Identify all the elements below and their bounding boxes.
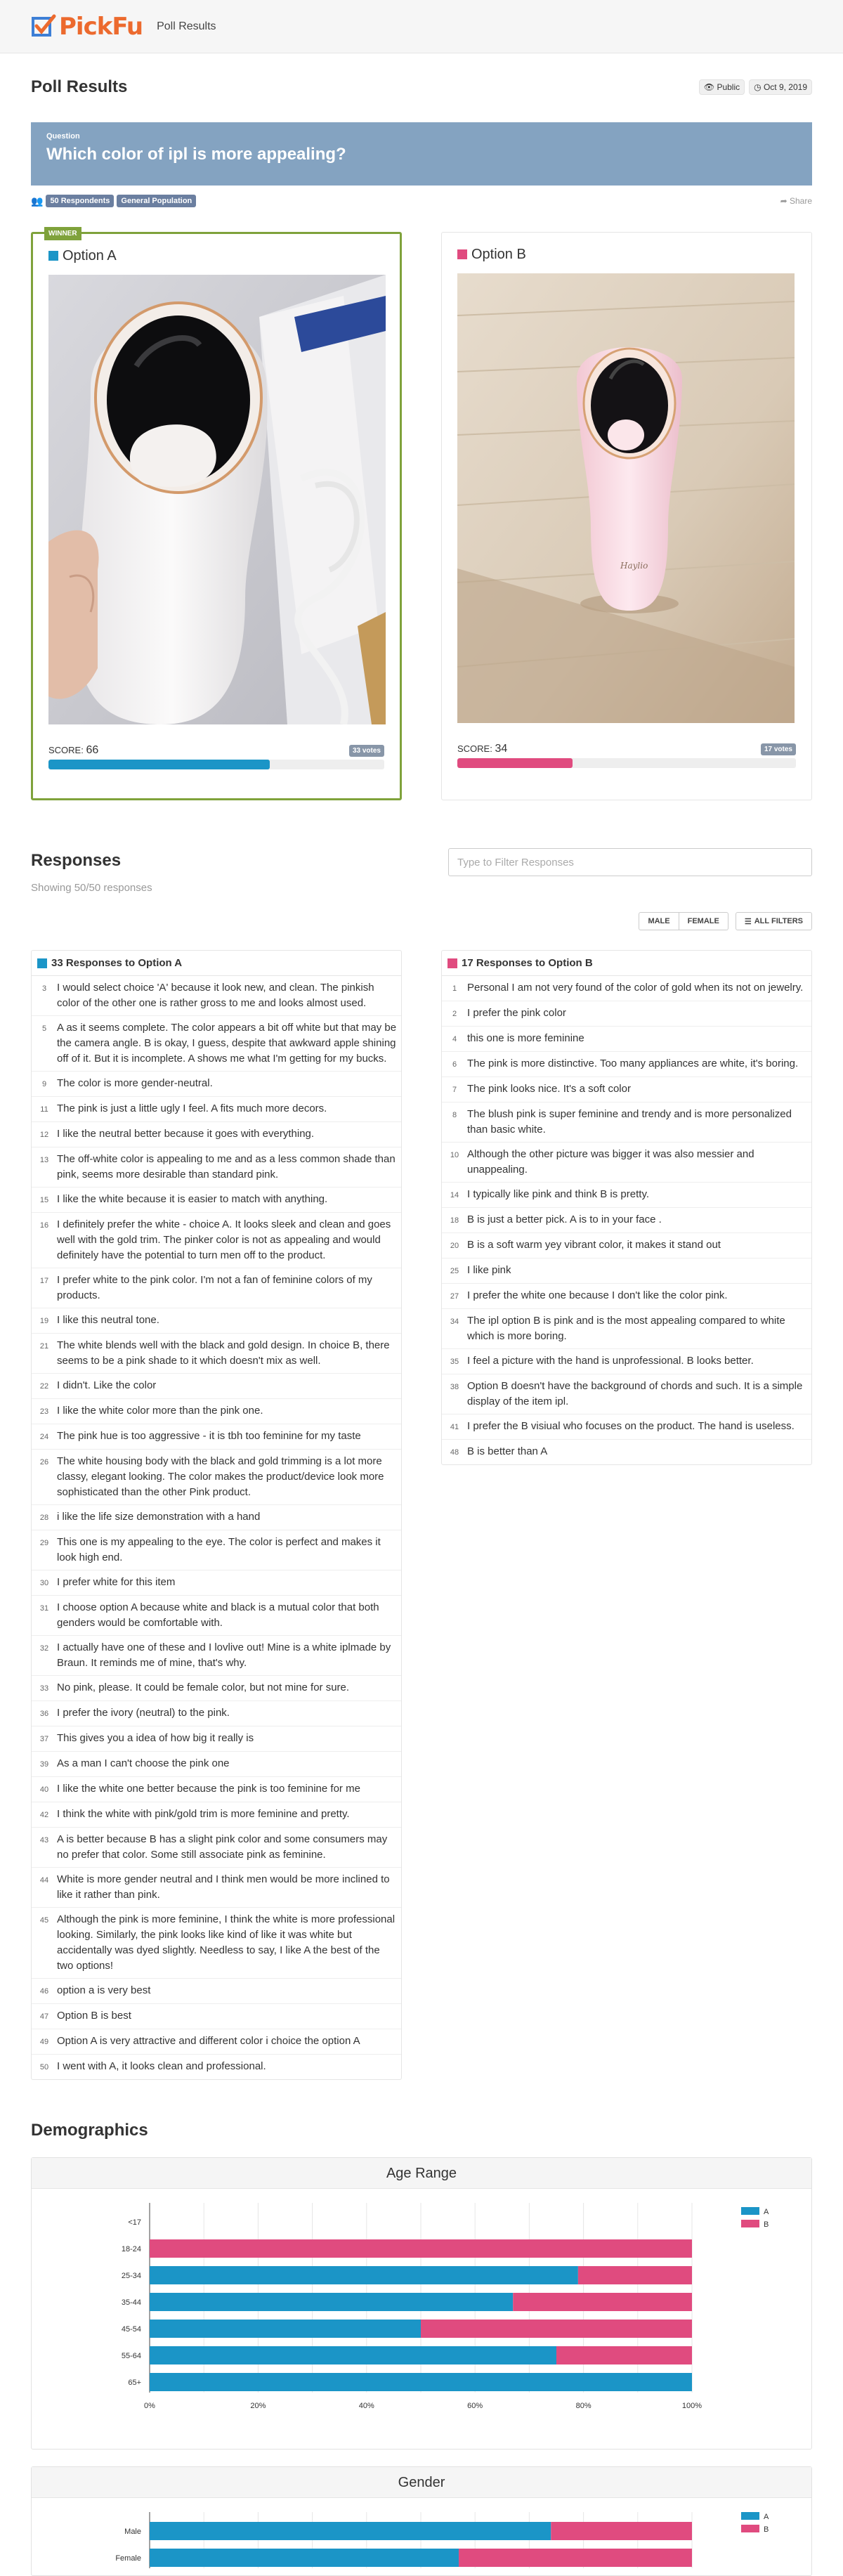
option-a-responses-header: 33 Responses to Option A <box>51 957 183 969</box>
response-number: 31 <box>39 1604 49 1613</box>
female-filter-button[interactable]: FEMALE <box>679 912 728 930</box>
response-text: A as it seems complete. The color appears a bit off white but that may be the camera angle. B is okay, I guess, despite that awkward apple shining off of it. But it is incomplete. A shows me what I'm getting for my bucks. <box>57 1022 397 1065</box>
response-item <box>32 1334 401 1374</box>
question-text: Which color of ipl is more appealing? <box>46 145 346 164</box>
response-text: Option A is very attractive and different color i choice the option A <box>57 2035 360 2047</box>
response-item <box>32 976 401 1016</box>
winner-badge: WINNER <box>44 227 81 240</box>
response-text: I went with A, it looks clean and professional. <box>57 2060 266 2072</box>
response-item <box>32 1676 401 1701</box>
response-item <box>442 1183 811 1208</box>
legend-label: A <box>764 2513 769 2521</box>
responses-count: Showing 50/50 responses <box>31 882 152 894</box>
filter-responses-input[interactable] <box>448 848 812 876</box>
bar-a <box>150 2373 692 2391</box>
response-text: i like the life size demonstration with a hand <box>57 1511 261 1523</box>
gender-chart <box>31 2466 812 2576</box>
category-label: 45-54 <box>121 2325 141 2334</box>
response-number: 41 <box>450 1423 459 1431</box>
top-bar <box>0 0 843 53</box>
x-tick-label: 0% <box>144 2402 155 2410</box>
chart-title: Gender <box>32 2467 811 2498</box>
option-a-responses <box>31 950 402 2080</box>
response-number: 30 <box>39 1579 49 1587</box>
option-b-title: Option B <box>471 246 526 262</box>
response-item <box>32 1636 401 1676</box>
date-badge <box>749 79 812 95</box>
response-number: 19 <box>39 1317 49 1325</box>
response-item <box>442 1258 811 1284</box>
response-item <box>32 1122 401 1147</box>
response-number: 37 <box>39 1735 49 1743</box>
bar-a <box>150 2522 551 2540</box>
response-number: 34 <box>450 1318 459 1326</box>
response-item <box>32 2055 401 2079</box>
response-text: I prefer the B visiual who focuses on the product. The hand is useless. <box>467 1420 795 1432</box>
response-text: I typically like pink and think B is pretty. <box>467 1188 649 1200</box>
response-text: I think the white with pink/gold trim is more feminine and pretty. <box>57 1808 350 1820</box>
response-text: Although the pink is more feminine, I think the white is more professional looking. Similarly, the pink looks like kind of like it was white but accidentally was dyed slightly. Needless to say, I like A the best of the two options! <box>57 1913 396 1972</box>
response-item <box>442 1001 811 1027</box>
response-text: Option B doesn't have the background of chords and such. It is a simple display of the item ipl. <box>467 1380 803 1407</box>
response-item <box>32 1505 401 1530</box>
response-text: No pink, please. It could be female color, but not mine for sure. <box>57 1681 350 1693</box>
all-filters-button[interactable] <box>736 912 812 930</box>
response-list-a <box>32 976 401 2079</box>
response-number: 44 <box>39 1876 49 1885</box>
option-b-votes-badge: 17 votes <box>761 743 796 755</box>
response-item <box>32 1979 401 2004</box>
response-text: A is better because B has a slight pink color and some consumers may no prefer that color. Some still associate pink as feminine. <box>57 1833 388 1861</box>
response-number: 49 <box>39 2038 49 2046</box>
pickfu-logo[interactable] <box>31 11 143 42</box>
response-text: option a is very best <box>57 1984 151 1996</box>
clock-icon: ◷ <box>754 82 762 92</box>
response-number: 45 <box>39 1916 49 1925</box>
section-title: Poll Results <box>157 20 216 32</box>
response-number: 15 <box>39 1196 49 1204</box>
category-label: 18-24 <box>121 2245 141 2253</box>
option-a-votes-badge: 33 votes <box>349 745 384 757</box>
response-number: 43 <box>39 1836 49 1845</box>
response-text: I prefer the pink color <box>467 1007 566 1019</box>
response-text: The off-white color is appealing to me and as a less common shade than pink, seems more desirable than standard pink. <box>57 1153 396 1180</box>
response-number: 14 <box>450 1191 459 1199</box>
x-tick-label: 80% <box>575 2402 592 2410</box>
category-label: Male <box>124 2528 141 2536</box>
response-number: 21 <box>39 1342 49 1351</box>
response-item <box>32 1374 401 1399</box>
response-item <box>442 1374 811 1414</box>
question-label: Question <box>46 132 80 141</box>
bar-b <box>556 2346 692 2364</box>
option-b-swatch <box>457 249 467 259</box>
response-text: The pink is more distinctive. Too many appliances are white, it's boring. <box>467 1058 799 1069</box>
response-item <box>442 1143 811 1183</box>
category-label: 25-34 <box>121 2272 141 2280</box>
legend-swatch <box>741 2525 759 2532</box>
option-b-score-bar <box>457 758 796 768</box>
response-item <box>442 1440 811 1464</box>
response-number: 4 <box>452 1035 457 1043</box>
response-text: I like the white one better because the pink is too feminine for me <box>57 1783 360 1795</box>
svg-text:Haylio: Haylio <box>620 561 648 571</box>
response-item <box>32 1399 401 1424</box>
legend-label: B <box>764 2525 769 2534</box>
category-label: 35-44 <box>121 2298 141 2307</box>
respondents-badge: 50 Respondents <box>46 195 114 207</box>
response-text: This gives you a idea of how big it really is <box>57 1732 254 1744</box>
response-number: 22 <box>39 1382 49 1391</box>
x-tick-label: 20% <box>250 2402 266 2410</box>
x-tick-label: 100% <box>681 2402 702 2410</box>
response-item <box>32 2004 401 2029</box>
response-number: 23 <box>39 1407 49 1416</box>
all-filters-label: ALL FILTERS <box>754 917 803 925</box>
response-item <box>442 1102 811 1143</box>
response-number: 27 <box>450 1292 459 1301</box>
response-text: Personal I am not very found of the color of gold when its not on jewelry. <box>467 982 804 994</box>
response-text: The ipl option B is pink and is the most appealing compared to white which is more boring. <box>467 1315 785 1342</box>
visibility-label: Public <box>717 82 740 92</box>
category-label: 65+ <box>128 2379 141 2387</box>
response-text: I didn't. Like the color <box>57 1379 157 1391</box>
response-number: 1 <box>452 984 457 993</box>
category-label: 55-64 <box>121 2352 141 2360</box>
response-item <box>32 1802 401 1828</box>
response-text: I prefer white to the pink color. I'm not a fan of feminine colors of my products. <box>57 1274 372 1301</box>
response-text: I like pink <box>467 1264 511 1276</box>
option-a-score <box>48 744 98 757</box>
legend-label: B <box>764 2220 769 2229</box>
response-item <box>32 1726 401 1752</box>
share-link[interactable] <box>780 196 812 206</box>
response-text: I like this neutral tone. <box>57 1314 159 1326</box>
response-text: The blush pink is super feminine and trendy and is more personalized than basic white. <box>467 1108 792 1136</box>
response-number: 28 <box>39 1514 49 1522</box>
response-text: I would select choice 'A' because it look new, and clean. The pinkish color of the other one is rather gross to me and looks almost used. <box>57 982 374 1009</box>
visibility-badge <box>699 79 745 95</box>
response-text: The white housing body with the black and gold trimming is a lot more classy, elegant looking. The color makes the product/device look more sophisticated than the other Pink product. <box>57 1455 384 1498</box>
response-number: 47 <box>39 2012 49 2021</box>
response-number: 11 <box>40 1105 48 1114</box>
response-item <box>442 1027 811 1052</box>
response-number: 50 <box>39 2063 49 2071</box>
response-item <box>32 1701 401 1726</box>
response-item <box>32 1016 401 1072</box>
response-number: 5 <box>41 1024 47 1033</box>
option-a-swatch <box>37 958 47 968</box>
response-number: 40 <box>39 1785 49 1794</box>
option-a-image[interactable] <box>48 275 386 724</box>
category-label: <17 <box>128 2218 141 2227</box>
response-number: 46 <box>39 1987 49 1996</box>
option-a-score-fill <box>48 760 270 769</box>
response-item <box>442 1077 811 1102</box>
option-a-card <box>31 232 402 800</box>
response-number: 33 <box>39 1684 49 1693</box>
response-text: Although the other picture was bigger it was also messier and unappealing. <box>467 1148 754 1176</box>
response-text: This one is my appealing to the eye. The color is perfect and makes it look high end. <box>57 1536 381 1563</box>
pink-ipl-photo <box>457 273 795 723</box>
response-number: 48 <box>450 1448 459 1457</box>
response-number: 17 <box>39 1277 49 1285</box>
page-title: Poll Results <box>31 77 128 96</box>
x-tick-label: 60% <box>467 2402 483 2410</box>
response-item <box>32 1777 401 1802</box>
response-number: 7 <box>452 1086 457 1094</box>
response-item <box>442 1052 811 1077</box>
response-text: B is just a better pick. A is to in your face . <box>467 1214 662 1225</box>
category-label: Female <box>115 2554 141 2563</box>
response-item <box>442 1233 811 1258</box>
response-number: 3 <box>41 984 47 993</box>
response-text: As a man I can't choose the pink one <box>57 1757 230 1769</box>
response-number: 12 <box>39 1131 49 1139</box>
share-label: Share <box>789 196 812 206</box>
bar-b <box>150 2239 692 2258</box>
x-tick-label: 40% <box>358 2402 374 2410</box>
response-number: 42 <box>39 1811 49 1819</box>
bar-b <box>551 2522 692 2540</box>
response-item <box>32 1596 401 1636</box>
sliders-icon: ☰ <box>744 917 752 926</box>
white-ipl-photo <box>48 275 386 724</box>
response-number: 20 <box>450 1242 459 1250</box>
option-b-responses-header: 17 Responses to Option B <box>462 957 593 969</box>
option-a-swatch <box>48 251 58 261</box>
response-number: 38 <box>450 1383 459 1391</box>
question-banner <box>31 122 812 186</box>
response-number: 8 <box>452 1111 457 1119</box>
option-b-score <box>457 743 507 755</box>
response-item <box>32 1213 401 1268</box>
bar-b <box>513 2293 692 2311</box>
response-text: I prefer white for this item <box>57 1576 176 1588</box>
response-item <box>32 1752 401 1777</box>
response-number: 24 <box>39 1433 49 1441</box>
response-text: I like the neutral better because it goes with everything. <box>57 1128 315 1140</box>
gender-chart-svg <box>32 2498 811 2575</box>
response-item <box>442 1284 811 1309</box>
bar-a <box>150 2346 556 2364</box>
response-item <box>32 1424 401 1450</box>
male-filter-button[interactable]: MALE <box>639 912 679 930</box>
response-item <box>442 1414 811 1440</box>
response-number: 18 <box>450 1216 459 1225</box>
response-text: I feel a picture with the hand is unprofessional. B looks better. <box>467 1355 754 1367</box>
demographics-title: Demographics <box>31 2121 148 2140</box>
bar-b <box>578 2266 692 2284</box>
response-text: The pink looks nice. It's a soft color <box>467 1083 631 1095</box>
response-number: 9 <box>41 1080 47 1088</box>
response-number: 6 <box>452 1060 457 1069</box>
logo-check-icon <box>31 14 56 39</box>
response-text: White is more gender neutral and I think men would be more inclined to like it rather than pink. <box>57 1873 390 1901</box>
population-badge: General Population <box>117 195 196 207</box>
option-b-swatch <box>447 958 457 968</box>
response-text: B is a soft warm yey vibrant color, it makes it stand out <box>467 1239 721 1251</box>
response-item <box>32 1097 401 1122</box>
response-item <box>32 1570 401 1596</box>
response-item <box>32 1147 401 1188</box>
response-item <box>442 976 811 1001</box>
legend-label: A <box>764 2208 769 2216</box>
bar-a <box>150 2293 513 2311</box>
legend-swatch <box>741 2512 759 2520</box>
response-number: 26 <box>39 1458 49 1466</box>
response-text: The color is more gender-neutral. <box>57 1077 213 1089</box>
response-text: The pink hue is too aggressive - it is tbh too feminine for my taste <box>57 1430 361 1442</box>
bar-a <box>150 2320 421 2338</box>
response-item <box>442 1349 811 1374</box>
response-item <box>32 1268 401 1308</box>
option-b-card <box>441 232 812 800</box>
logo-text: PickFu <box>59 12 143 41</box>
bar-a <box>150 2549 459 2567</box>
response-item <box>32 1450 401 1505</box>
response-list-b <box>442 976 811 1464</box>
response-number: 36 <box>39 1710 49 1718</box>
response-number: 10 <box>450 1151 459 1159</box>
share-icon: ➦ <box>780 196 788 206</box>
option-b-score-fill <box>457 758 573 768</box>
response-number: 16 <box>39 1221 49 1230</box>
response-text: B is better than A <box>467 1445 548 1457</box>
option-a-title: Option A <box>63 247 117 264</box>
response-item <box>32 2029 401 2055</box>
response-number: 2 <box>452 1010 457 1018</box>
response-text: The pink is just a little ugly I feel. A fits much more decors. <box>57 1102 327 1114</box>
response-text: I prefer the white one because I don't like the color pink. <box>467 1289 728 1301</box>
response-item <box>32 1908 401 1979</box>
response-text: I like the white color more than the pink one. <box>57 1405 263 1417</box>
people-icon: 👥 <box>31 195 44 207</box>
option-a-score-value: 66 <box>86 744 99 756</box>
response-item <box>32 1828 401 1868</box>
age-range-chart <box>31 2157 812 2450</box>
chart-title: Age Range <box>32 2158 811 2189</box>
response-number: 13 <box>39 1156 49 1164</box>
response-number: 39 <box>39 1760 49 1769</box>
main-content <box>31 73 812 2576</box>
response-number: 35 <box>450 1358 459 1366</box>
bar-a <box>150 2266 578 2284</box>
response-text: this one is more feminine <box>467 1032 584 1044</box>
option-b-responses <box>441 950 812 1465</box>
response-text: I definitely prefer the white - choice A. It looks sleek and clean and goes well with the gold trim. The pinker color is not as appealing and would definitely have the potential to turn men off to the product. <box>57 1218 391 1261</box>
option-b-score-value: 34 <box>495 743 508 755</box>
response-item <box>442 1208 811 1233</box>
eye-icon: 👁 <box>703 82 715 92</box>
bar-b <box>459 2549 692 2567</box>
response-item <box>32 1188 401 1213</box>
response-text: I actually have one of these and I lovlive out! Mine is a white iplmade by Braun. It reminds me of mine, that's why. <box>57 1641 391 1669</box>
legend-swatch <box>741 2207 759 2215</box>
response-number: 29 <box>39 1539 49 1547</box>
response-item <box>32 1308 401 1334</box>
responses-title: Responses <box>31 851 122 870</box>
response-number: 32 <box>39 1644 49 1653</box>
response-item <box>32 1072 401 1097</box>
response-item <box>32 1868 401 1908</box>
response-number: 25 <box>450 1267 459 1275</box>
response-text: I prefer the ivory (neutral) to the pink. <box>57 1707 230 1719</box>
bar-b <box>421 2320 692 2338</box>
response-item <box>442 1309 811 1349</box>
response-text: The white blends well with the black and gold design. In choice B, there seems to be a pink shade to it which doesn't mix as well. <box>57 1339 390 1367</box>
age-range-chart-svg <box>32 2189 811 2449</box>
response-text: Option B is best <box>57 2010 131 2022</box>
option-b-score-label: SCORE: <box>457 743 492 754</box>
response-text: I like the white because it is easier to match with anything. <box>57 1193 328 1205</box>
option-a-score-label: SCORE: <box>48 745 84 755</box>
response-text: I choose option A because white and black is a mutual color that both genders would be comfortable with. <box>57 1601 379 1629</box>
legend-swatch <box>741 2220 759 2227</box>
response-item <box>32 1530 401 1570</box>
date-label: Oct 9, 2019 <box>763 82 807 92</box>
option-a-score-bar <box>48 760 384 769</box>
option-b-image[interactable] <box>457 273 795 723</box>
